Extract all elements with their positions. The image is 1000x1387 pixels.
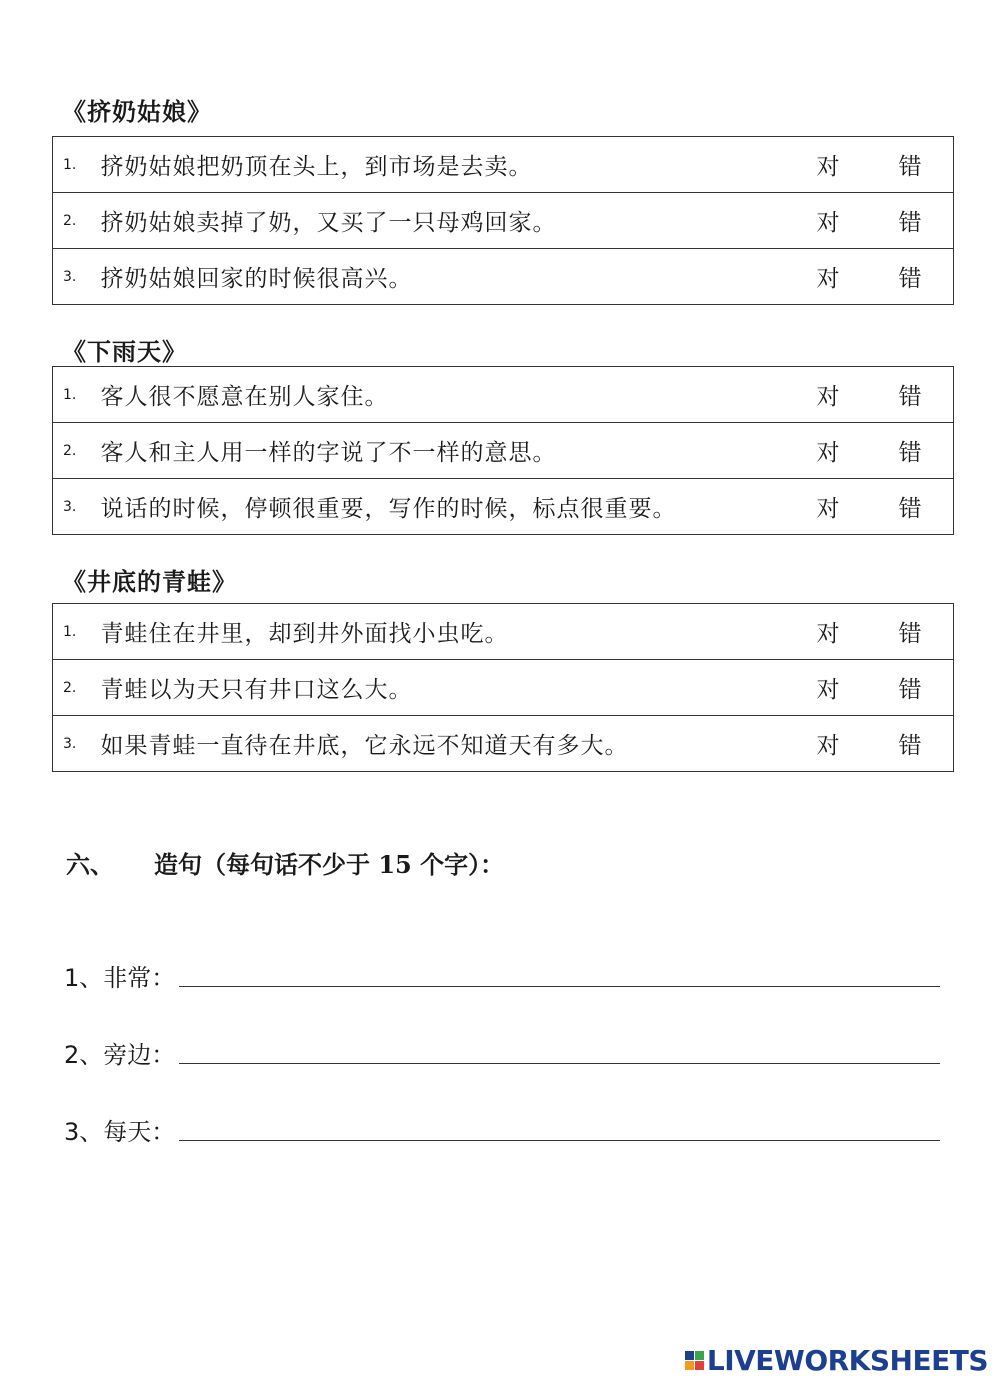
sentence-item bbox=[64, 1112, 940, 1147]
question-statement: 如果青蛙一直待在井底，它永远不知道天有多大。 bbox=[101, 716, 790, 772]
question-statement: 青蛙以为天只有井口这么大。 bbox=[101, 660, 790, 716]
sentence-number: 3、 bbox=[64, 1118, 104, 1146]
true-option[interactable]: 对 bbox=[789, 479, 867, 535]
logo-text: LIVEWORKSHEETS bbox=[706, 1344, 988, 1377]
sentence-item bbox=[64, 1035, 940, 1070]
table-row bbox=[53, 249, 954, 305]
sentence-label bbox=[64, 1035, 175, 1070]
question-number: 1. bbox=[63, 156, 77, 173]
part6-label: 六、 bbox=[66, 850, 114, 879]
question-statement: 挤奶姑娘把奶顶在头上，到市场是去卖。 bbox=[100, 154, 533, 180]
sentence-label bbox=[64, 1112, 175, 1147]
logo-square-orange bbox=[685, 1361, 694, 1370]
sentence-word: 非常： bbox=[103, 964, 176, 992]
question-statement: 挤奶姑娘卖掉了奶，又买了一只母鸡回家。 bbox=[101, 193, 790, 249]
sentence-label bbox=[64, 958, 175, 993]
question-number: 3. bbox=[53, 249, 101, 305]
question-statement: 客人很不愿意在别人家住。 bbox=[100, 384, 389, 410]
logo-square-blue bbox=[685, 1351, 694, 1360]
true-option[interactable]: 对 bbox=[816, 621, 840, 647]
question-statement: 客人和主人用一样的字说了不一样的意思。 bbox=[101, 423, 790, 479]
true-option[interactable]: 对 bbox=[816, 154, 840, 180]
question-number: 1. bbox=[63, 623, 77, 640]
logo-square-green bbox=[695, 1351, 704, 1360]
sentence-word: 每天： bbox=[103, 1118, 176, 1146]
true-option[interactable]: 对 bbox=[816, 384, 840, 410]
question-number: 2. bbox=[53, 423, 101, 479]
sentence-word: 旁边： bbox=[103, 1041, 176, 1069]
sentence-number: 2、 bbox=[64, 1041, 104, 1069]
true-option[interactable]: 对 bbox=[789, 660, 867, 716]
false-option[interactable]: 错 bbox=[898, 384, 922, 410]
false-option[interactable]: 错 bbox=[867, 249, 954, 305]
false-option[interactable]: 错 bbox=[898, 154, 922, 180]
false-option[interactable]: 错 bbox=[867, 479, 954, 535]
question-number: 3. bbox=[53, 479, 101, 535]
false-option[interactable]: 错 bbox=[898, 621, 922, 647]
part6-title: 造句（每句话不少于 15 个字）： bbox=[154, 850, 505, 879]
question-number: 3. bbox=[53, 716, 101, 772]
tf-table-milkmaid bbox=[52, 136, 954, 305]
section-title-rainy-day: 《下雨天》 bbox=[62, 337, 187, 366]
question-number: 2. bbox=[53, 660, 101, 716]
question-number: 2. bbox=[53, 193, 101, 249]
false-option[interactable]: 错 bbox=[867, 660, 954, 716]
table-row bbox=[53, 193, 954, 249]
table-row bbox=[53, 423, 954, 479]
false-option[interactable]: 错 bbox=[867, 193, 954, 249]
table-row bbox=[53, 367, 954, 423]
true-option[interactable]: 对 bbox=[789, 423, 867, 479]
answer-line[interactable] bbox=[179, 1139, 940, 1141]
question-number: 1. bbox=[63, 386, 77, 403]
tf-table-rainy-day bbox=[52, 366, 954, 535]
table-row bbox=[53, 716, 954, 772]
sentence-item bbox=[64, 958, 940, 993]
true-option[interactable]: 对 bbox=[789, 716, 867, 772]
part6-heading bbox=[66, 845, 504, 880]
table-row bbox=[53, 137, 954, 193]
section-title-milkmaid: 《挤奶姑娘》 bbox=[62, 97, 212, 126]
false-option[interactable]: 错 bbox=[867, 423, 954, 479]
tf-table-frog-in-well bbox=[52, 603, 954, 772]
question-statement: 挤奶姑娘回家的时候很高兴。 bbox=[101, 249, 790, 305]
table-row bbox=[53, 604, 954, 660]
question-statement: 青蛙住在井里，却到井外面找小虫吃。 bbox=[100, 621, 509, 647]
logo-square-red bbox=[695, 1361, 704, 1370]
true-option[interactable]: 对 bbox=[789, 249, 867, 305]
table-row bbox=[53, 479, 954, 535]
true-option[interactable]: 对 bbox=[789, 193, 867, 249]
liveworksheets-mark-icon bbox=[685, 1351, 704, 1370]
liveworksheets-logo bbox=[685, 1344, 988, 1377]
answer-line[interactable] bbox=[179, 1062, 940, 1064]
section-title-frog-in-well: 《井底的青蛙》 bbox=[62, 567, 237, 596]
answer-line[interactable] bbox=[179, 985, 940, 987]
sentence-number: 1、 bbox=[64, 964, 104, 992]
table-row bbox=[53, 660, 954, 716]
question-statement: 说话的时候，停顿很重要，写作的时候，标点很重要。 bbox=[101, 479, 790, 535]
false-option[interactable]: 错 bbox=[867, 716, 954, 772]
